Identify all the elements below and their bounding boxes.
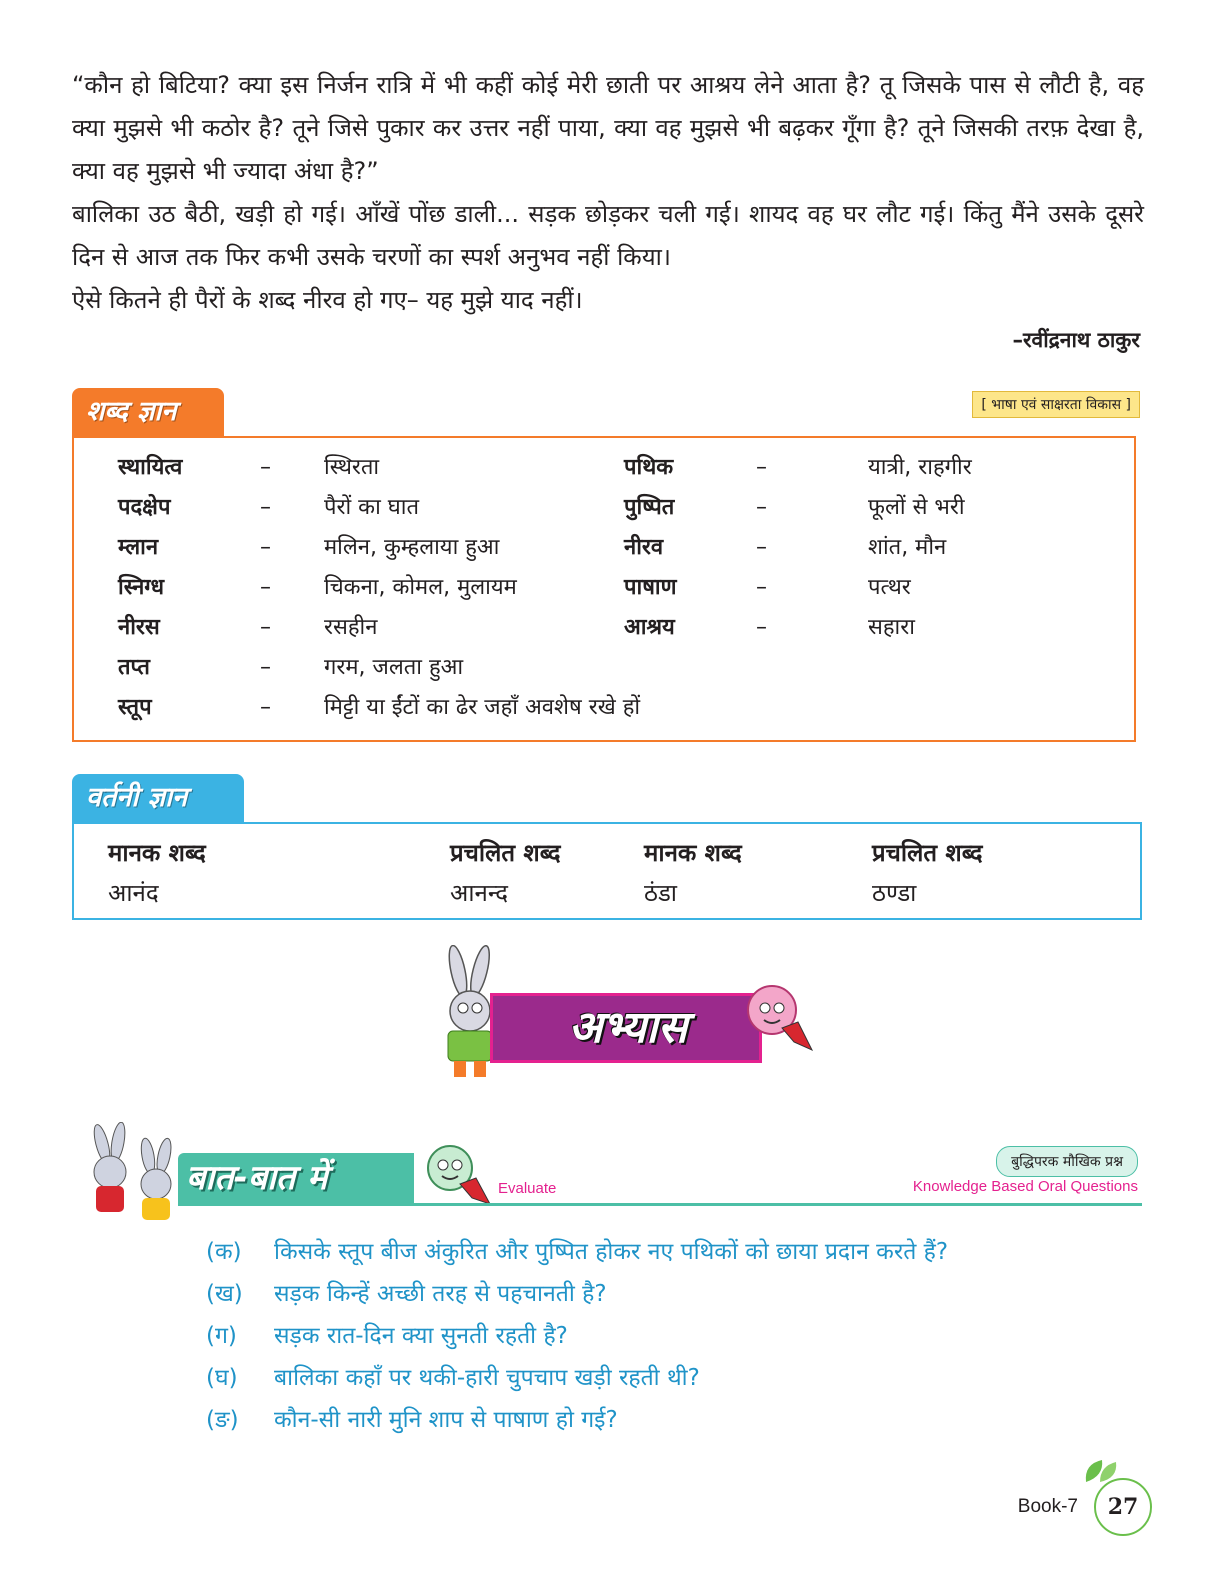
question-item [206, 1360, 700, 1392]
vocabulary-term: तप्त [118, 655, 150, 680]
spelling-value-standard-2: ठंडा [644, 879, 677, 907]
vocabulary-term: स्तूप [118, 695, 152, 720]
vocabulary-dash: – [260, 495, 271, 520]
vocabulary-term: पाषाण [624, 575, 677, 600]
question-item [206, 1276, 607, 1308]
question-item [206, 1234, 948, 1266]
page-number: 27 [1094, 1478, 1152, 1536]
author-name: –रवींद्रनाथ ठाकुर [1012, 328, 1140, 352]
question-text: बालिका कहाँ पर थकी-हारी चुपचाप खड़ी रहती थी? [274, 1365, 700, 1391]
vocabulary-meaning: मलिन, कुम्हलाया हुआ [324, 535, 500, 560]
section-divider [178, 1203, 1142, 1206]
spelling-header-standard-1: मानक शब्द [108, 839, 206, 867]
vocabulary-dash: – [756, 615, 767, 640]
question-item [206, 1318, 568, 1350]
vocabulary-term: आश्रय [624, 615, 675, 640]
vocabulary-meaning: फूलों से भरी [868, 495, 965, 520]
question-text: किसके स्तूप बीज अंकुरित और पुष्पित होकर नए पथिकों को छाया प्रदान करते हैं? [274, 1239, 949, 1265]
vocabulary-term: पथिक [624, 455, 674, 480]
spelling-header-standard-2: मानक शब्द [644, 839, 742, 867]
evaluate-label: Evaluate [498, 1180, 557, 1197]
pencil-mascot-icon [740, 980, 816, 1056]
book-number: Book-7 [1017, 1496, 1078, 1517]
vocabulary-dash: – [260, 615, 271, 640]
question-marker: (ख) [206, 1281, 243, 1307]
oral-questions-english: Knowledge Based Oral Questions [912, 1178, 1138, 1195]
question-marker: (क) [206, 1239, 242, 1265]
spelling-value-common-1: आनन्द [450, 879, 509, 907]
vocabulary-meaning: पैरों का घात [324, 495, 420, 520]
vocabulary-term: स्थायित्व [118, 455, 183, 480]
vocabulary-dash: – [756, 535, 767, 560]
spelling-value-common-2: ठण्डा [872, 879, 917, 907]
vocabulary-term: स्निग्ध [118, 575, 165, 600]
vocabulary-dash: – [260, 655, 271, 680]
vocabulary-dash: – [756, 495, 767, 520]
vocabulary-dash: – [260, 695, 271, 720]
vocabulary-box [72, 436, 1136, 742]
vocabulary-term: नीरस [118, 615, 160, 640]
vocabulary-meaning: पत्थर [868, 575, 911, 600]
question-item [206, 1402, 618, 1434]
vocabulary-term: म्लान [118, 535, 159, 560]
vocabulary-meaning: स्थिरता [324, 455, 380, 480]
passage [72, 64, 1144, 322]
vocabulary-meaning: गरम, जलता हुआ [324, 655, 464, 680]
baat-baat-title: बात-बात में [186, 1158, 328, 1198]
vocabulary-term: पदक्षेप [118, 495, 171, 520]
vocabulary-term: पुष्पित [624, 495, 675, 520]
question-text: कौन-सी नारी मुनि शाप से पाषाण हो गई? [274, 1407, 618, 1433]
vartani-gyan-heading: वर्तनी ज्ञान [72, 774, 244, 822]
spelling-header-common-1: प्रचलित शब्द [450, 839, 561, 867]
two-rabbits-icon [70, 1122, 182, 1226]
vocabulary-meaning: रसहीन [324, 615, 378, 640]
literacy-badge: [ भाषा एवं साक्षरता विकास ] [972, 391, 1140, 418]
passage-paragraph-2: बालिका उठ बैठी, खड़ी हो गई। आँखें पोंछ डाली... सड़क छोड़कर चली गई। शायद वह घर लौट गई। किंतु मैंने उसके दूसरे दिन से आज तक फिर कभी उसके चरणों का स्पर्श अनुभव नहीं किया। [72, 200, 1144, 271]
vocabulary-dash: – [260, 535, 271, 560]
oral-questions-badge: बुद्धिपरक मौखिक प्रश्न [996, 1146, 1138, 1177]
question-text: सड़क किन्हें अच्छी तरह से पहचानती है? [274, 1281, 607, 1307]
vocabulary-dash: – [756, 575, 767, 600]
vocabulary-dash: – [260, 455, 271, 480]
question-marker: (ग) [206, 1323, 237, 1349]
question-text: सड़क रात-दिन क्या सुनती रहती है? [274, 1323, 568, 1349]
vocabulary-term: नीरव [624, 535, 664, 560]
question-marker: (घ) [206, 1365, 238, 1391]
vocabulary-dash: – [756, 455, 767, 480]
vocabulary-meaning: यात्री, राहगीर [868, 455, 972, 480]
vocabulary-meaning: मिट्टी या ईंटों का ढेर जहाँ अवशेष रखे हों [324, 695, 641, 720]
pencil-mascot-icon [416, 1138, 496, 1208]
abhyas-title: अभ्यास [568, 1002, 688, 1053]
shabd-gyan-heading: शब्द ज्ञान [72, 388, 224, 436]
vocabulary-meaning: चिकना, कोमल, मुलायम [324, 575, 517, 600]
vocabulary-meaning: शांत, मौन [868, 535, 947, 560]
passage-paragraph-3: ऐसे कितने ही पैरों के शब्द नीरव हो गए– यह मुझे याद नहीं। [72, 286, 583, 314]
question-marker: (ङ) [206, 1407, 239, 1433]
passage-paragraph-1: “कौन हो बिटिया? क्या इस निर्जन रात्रि में भी कहीं कोई मेरी छाती पर आश्रय लेने आता है? तू जिसके पास से लौटी है, वह क्या मुझसे भी कठोर है? तूने जिसे पुकार कर उत्तर नहीं पाया, क्या वह मुझसे भी बढ़कर गूँगा है? तूने जिसकी तरफ़ देखा है, क्या वह मुझसे भी ज्यादा अंधा है?” [72, 71, 1144, 185]
vocabulary-meaning: सहारा [868, 615, 915, 640]
spelling-header-common-2: प्रचलित शब्द [872, 839, 983, 867]
spelling-value-standard-1: आनंद [108, 879, 159, 907]
vocabulary-dash: – [260, 575, 271, 600]
